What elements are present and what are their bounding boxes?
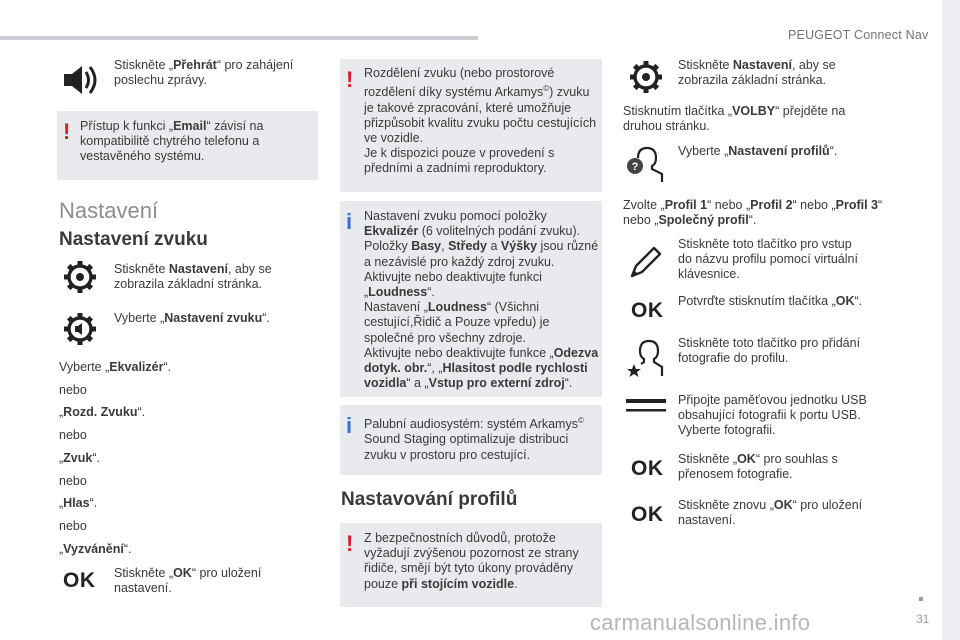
option-sound: „Zvuk“. bbox=[59, 451, 100, 465]
transfer-step: Stiskněte „OK“ pro souhlas s přenosem fotografie. bbox=[678, 452, 838, 482]
option-volume: „Rozd. Zvuku“. bbox=[59, 405, 146, 419]
add-photo-step: Stiskněte toto tlačítko pro přidání fotografie do profilu. bbox=[678, 336, 861, 366]
email-warning-panel bbox=[57, 111, 318, 180]
profile-question-icon bbox=[625, 144, 665, 184]
eq-select: Vyberte „Ekvalizér“. bbox=[59, 360, 172, 374]
page-header-title: PEUGEOT Connect Nav bbox=[788, 28, 929, 42]
arkamys-info-text: Palubní audiosystém: systém Arkamys© Sound Staging optimalizuje distribuci zvuku v prostoru pro cestující. bbox=[364, 416, 584, 462]
option-ringtone: „Vyzvánění“. bbox=[59, 542, 132, 556]
profile-star-icon bbox=[625, 338, 665, 378]
info-icon: i bbox=[346, 413, 353, 438]
info-icon: i bbox=[346, 209, 353, 234]
warning-icon: ! bbox=[63, 119, 71, 144]
pencil-icon bbox=[626, 242, 666, 282]
ok-button-icon: OK bbox=[63, 569, 96, 592]
option-voice: „Hlas“. bbox=[59, 496, 98, 510]
options-step: Stisknutím tlačítka „VOLBY“ přejděte na druhou stránku. bbox=[623, 104, 846, 134]
usb-step: Připojte paměťovou jednotku USB obsahující fotografii k portu USB. Vyberte fotografii. bbox=[678, 393, 867, 438]
header-rule bbox=[0, 36, 478, 40]
confirm-step: Potvrďte stisknutím tlačítka „OK“. bbox=[678, 294, 863, 308]
equalizer-info-panel bbox=[340, 201, 602, 397]
ok-step: Stiskněte „OK“ pro uložení nastavení. bbox=[114, 566, 262, 596]
step-settings: Stiskněte Nastavení, aby se zobrazila základní stránka. bbox=[114, 262, 272, 292]
or-text: nebo bbox=[59, 383, 87, 397]
watermark: carmanualsonline.info bbox=[590, 610, 811, 635]
sound-settings-icon bbox=[60, 309, 100, 349]
equalizer-info-text: Nastavení zvuku pomocí položky Ekvalizér (6 volitelných podání zvuku). Položky Basy, Středy a Výšky jsou různé a nezávislé pro každý zdroj zvuku. Aktivujte nebo deaktivujte funkci „Loudness“. Nastavení „Loudness“ (Všichni cestující,Řidič a Pouze vpředu) je společné pro všechny zdroje. Aktivujte nebo deaktivujte funkce „Odezva dotyk. obr.“, „Hlasitost podle rychlosti vozidla“ a „Vstup pro externí zdroj“. bbox=[364, 209, 599, 391]
step-sound: Vyberte „Nastavení zvuku“. bbox=[114, 311, 270, 325]
usb-drive-icon bbox=[624, 390, 668, 430]
gear-icon bbox=[60, 257, 100, 297]
step-settings-profiles: Stiskněte Nastavení, aby se zobrazila základní stránka. bbox=[678, 58, 836, 88]
page-number: 31 bbox=[916, 612, 930, 626]
save-again-step: Stiskněte znovu „OK“ pro uložení nastavení. bbox=[678, 498, 863, 528]
side-strip-edge bbox=[938, 0, 942, 640]
or-text: nebo bbox=[59, 474, 87, 488]
profiles-title: Nastavování profilů bbox=[341, 489, 518, 510]
profile-settings-step: Vyberte „Nastavení profilů“. bbox=[678, 144, 838, 158]
warning-icon: ! bbox=[346, 531, 354, 556]
warning-icon: ! bbox=[346, 67, 354, 92]
or-text: nebo bbox=[59, 519, 87, 533]
subsection-title: Nastavení zvuku bbox=[59, 229, 208, 250]
section-title: Nastavení bbox=[59, 198, 159, 223]
speaker-icon bbox=[60, 60, 100, 100]
ok-button-icon: OK bbox=[631, 299, 664, 322]
choose-profile: Zvolte „Profil 1“ nebo „Profil 2“ nebo „Profil 3“ nebo „Společný profil“. bbox=[623, 198, 883, 228]
edit-name-step: Stiskněte toto tlačítko pro vstup do názvu profilu pomocí virtuální klávesnice. bbox=[678, 237, 858, 282]
play-step: Stiskněte „Přehrát“ pro zahájení poslechu zprávy. bbox=[114, 58, 294, 88]
ok-button-icon: OK bbox=[631, 457, 664, 480]
or-text: nebo bbox=[59, 428, 87, 442]
distribution-note-panel bbox=[340, 59, 602, 192]
safety-warning-panel bbox=[340, 523, 602, 607]
distribution-note-text: Rozdělení zvuku (nebo prostorové rozdělení díky systému Arkamys©) zvuku je takové zpracování, které umožňuje přizpůsobit kvalitu zvuku počtu cestujících ve vozidle. Je k dispozici pouze v provedení s předními a zadními reproduktory. bbox=[364, 66, 597, 176]
email-warning-text: Přístup k funkci „Email“ závisí na kompatibilitě chytrého telefonu a vestavěného systému. bbox=[80, 119, 264, 164]
page-dot bbox=[919, 597, 923, 601]
ok-button-icon: OK bbox=[631, 503, 664, 526]
svg-text:?: ? bbox=[631, 161, 639, 173]
arkamys-info-panel bbox=[340, 405, 602, 475]
safety-warning-text: Z bezpečnostních důvodů, protože vyžadují zvýšenou pozornost ze strany řidiče, smějí být tyto úkony prováděny pouze při stojícím vozidle. bbox=[364, 531, 579, 591]
gear-icon bbox=[626, 57, 666, 97]
